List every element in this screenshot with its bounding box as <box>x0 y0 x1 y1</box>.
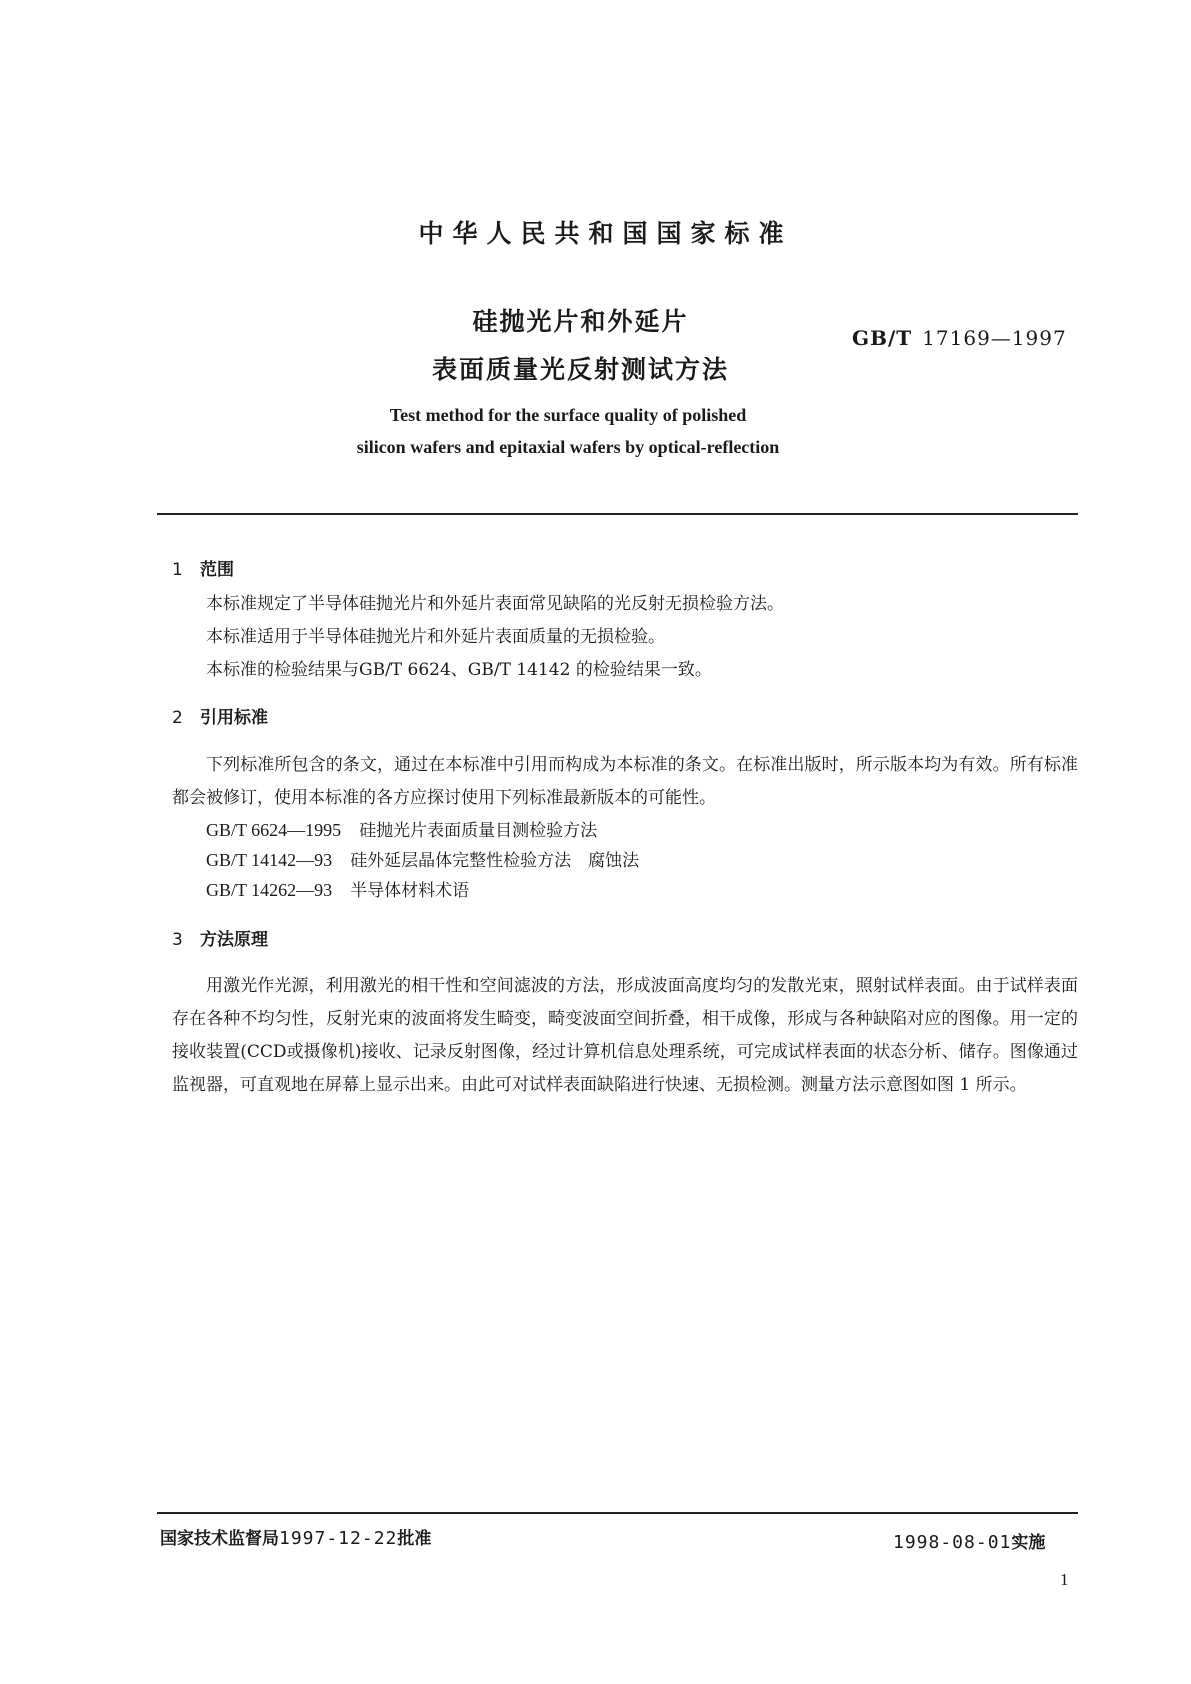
effective-suffix: 实施 <box>1011 1533 1046 1553</box>
reference-row <box>206 816 597 841</box>
header-divider <box>157 513 1078 515</box>
section-title: 范围 <box>200 560 234 580</box>
approval-date: 1997-12-22 <box>279 1528 398 1549</box>
section-1-paragraph: 本标准规定了半导体硅抛光片和外延片表面常见缺陷的光反射无损检验方法。 <box>206 594 784 614</box>
reference-title: 硅抛光片表面质量目测检验方法 <box>359 821 598 841</box>
section-3-body: 用激光作光源，利用激光的相干性和空间滤波的方法，形成波面高度均匀的发散光束，照射试样表面。由于试样表面存在各种不均匀性，反射光束的波面将发生畸变，畸变波面空间折叠，相干成像，形成与各种缺陷对应的图像。用一定的接收装置(CCD或摄像机)接收、记录反射图像，经过计算机信息处理系统，可完成试样表面的状态分析、储存。图像通过监视器，可直观地在屏幕上显示出来。由此可对试样表面缺陷进行快速、无损检测。测量方法示意图如图 1 所示。 <box>172 976 1078 1095</box>
section-number: 2 <box>172 708 183 728</box>
section-3-heading <box>172 925 268 950</box>
title-en-line2: silicon wafers and epitaxial wafers by optical-reflection <box>356 437 780 457</box>
section-1-paragraph: 本标准适用于半导体硅抛光片和外延片表面质量的无损检验。 <box>206 627 665 647</box>
reference-code: GB/T 14262—93 <box>206 880 333 900</box>
title-cn-line2: 表面质量光反射测试方法 <box>431 355 729 384</box>
effective-date: 1998-08-01 <box>893 1532 1012 1553</box>
section-2-heading <box>172 703 268 728</box>
title-cn-line1: 硅抛光片和外延片 <box>472 307 689 336</box>
standard-code <box>852 326 1067 350</box>
title-en-line1: Test method for the surface quality of polished <box>389 405 747 425</box>
section-title: 方法原理 <box>200 930 268 950</box>
section-title: 引用标准 <box>200 708 268 728</box>
approval-info <box>160 1524 431 1549</box>
approval-suffix: 批准 <box>397 1529 432 1549</box>
national-standard-heading: 中华人民共和国国家标准 <box>418 219 793 248</box>
standard-prefix: GB/T <box>852 326 913 350</box>
reference-title: 硅外延层晶体完整性检验方法 腐蚀法 <box>350 851 640 871</box>
page-number: 1 <box>1060 1570 1069 1589</box>
section-number: 1 <box>172 560 183 580</box>
section-2-intro: 下列标准所包含的条文，通过在本标准中引用而构成为本标准的条文。在标准出版时，所示版本均为有效。所有标准都会被修订，使用本标准的各方应探讨使用下列标准最新版本的可能性。 <box>172 755 1078 808</box>
section-1-heading <box>172 555 234 580</box>
reference-code: GB/T 6624—1995 <box>206 820 342 840</box>
standard-number: 17169—1997 <box>922 326 1067 350</box>
reference-row <box>206 846 639 871</box>
section-number: 3 <box>172 930 183 950</box>
effective-info <box>893 1528 1045 1553</box>
reference-title: 半导体材料术语 <box>350 881 470 901</box>
footer-divider <box>157 1512 1078 1514</box>
section-1-paragraph: 本标准的检验结果与GB/T 6624、GB/T 14142 的检验结果一致。 <box>206 660 712 680</box>
approver: 国家技术监督局 <box>160 1529 279 1549</box>
reference-code: GB/T 14142—93 <box>206 850 333 870</box>
reference-row <box>206 876 469 901</box>
